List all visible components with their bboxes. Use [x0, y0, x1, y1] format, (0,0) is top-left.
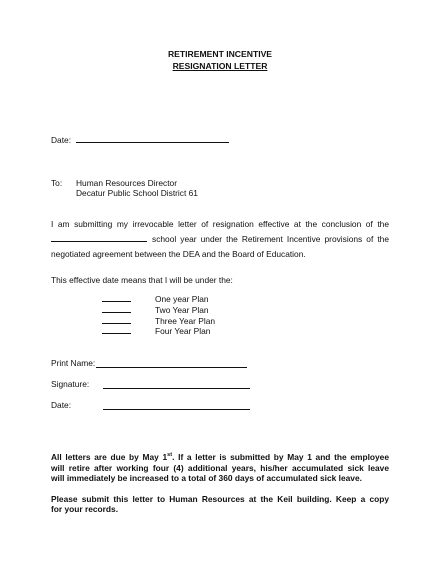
- plan-option-2[interactable]: [102, 305, 209, 316]
- body-line-2: [51, 234, 389, 245]
- date-label: Date:: [51, 135, 72, 145]
- plan-blank[interactable]: [102, 301, 131, 302]
- to-line-1: Human Resources Director: [76, 178, 177, 188]
- body-line-3: negotiated agreement between the DEA and the Board of Education.: [51, 249, 306, 259]
- title-line-1: RETIREMENT INCENTIVE: [167, 49, 273, 59]
- date-row: [51, 135, 229, 146]
- print-name-label: Print Name:: [51, 358, 96, 368]
- notice-para-2-line-1: Please submit this letter to Human Resources at the Keil building. Keep a copy: [51, 494, 389, 504]
- notice-line-1: [51, 452, 389, 463]
- signature-field[interactable]: [103, 379, 250, 389]
- plan-option-1[interactable]: [102, 294, 209, 305]
- plan-label: Four Year Plan: [155, 326, 211, 336]
- notice-line-3: will immediately be increased to a total of 360 days of accumulated sick leave.: [51, 473, 362, 483]
- plan-option-4[interactable]: [102, 326, 211, 337]
- plan-option-3[interactable]: [102, 316, 216, 327]
- school-year-field[interactable]: [51, 241, 147, 242]
- date-field[interactable]: [76, 142, 229, 143]
- title-line-2: RESIGNATION LETTER: [172, 61, 268, 71]
- plan-blank[interactable]: [102, 323, 131, 324]
- body-line-1: I am submitting my irrevocable letter of resignation effective at the conclusion of the: [51, 219, 389, 229]
- notice-superscript: st: [167, 452, 173, 459]
- print-name-field[interactable]: [96, 358, 247, 368]
- plan-label: Three Year Plan: [155, 316, 216, 326]
- notice-para-2-line-2: for your records.: [51, 504, 119, 514]
- plan-label: One year Plan: [155, 294, 209, 304]
- plan-label: Two Year Plan: [155, 305, 209, 315]
- to-line-2: Decatur Public School District 61: [76, 188, 198, 198]
- notice-line-1-rest: . If a letter is submitted by May 1 and the employee: [172, 452, 389, 462]
- notice-line-1-start: All letters are due by May 1: [51, 452, 168, 462]
- signature-label: Signature:: [51, 379, 90, 389]
- notice-line-2: will retire after working four (4) additional years, his/her accumulated sick leave: [51, 463, 389, 473]
- form-date-label: Date:: [51, 400, 72, 410]
- plan-blank[interactable]: [102, 333, 131, 334]
- plan-intro: This effective date means that I will be under the:: [51, 275, 233, 285]
- plan-blank[interactable]: [102, 312, 131, 313]
- body-line-2-text: school year under the Retirement Incentive provisions of the: [152, 234, 389, 244]
- to-label: To:: [51, 178, 63, 188]
- form-date-field[interactable]: [103, 400, 250, 410]
